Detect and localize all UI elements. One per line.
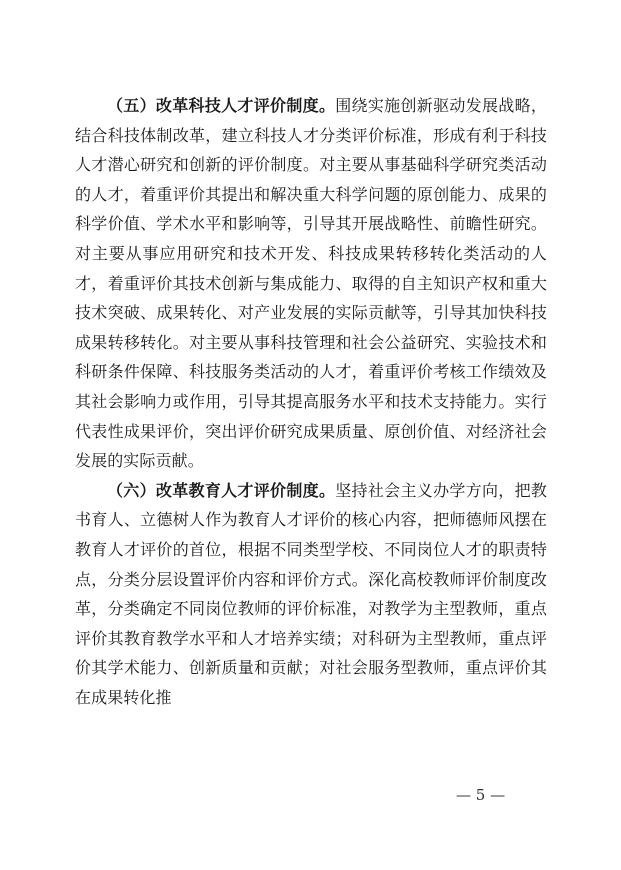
page-number: — 5 — [456,786,506,804]
section-5-heading: （五）改革科技人才评价制度。 [107,96,336,115]
section-6-heading: （六）改革教育人才评价制度。 [107,480,336,500]
paragraph-section-6 [75,476,547,713]
document-body [75,91,547,712]
paragraph-section-5 [75,91,547,476]
section-6-body: 坚持社会主义办学方向，把教书育人、立德树人作为教育人才评价的核心内容，把师德师风摆在教育人才评价的首位，根据不同类型学校、不同岗位人才的职责特点，分类分层设置评价内容和评价方式。深化高校教师评价制度改革，分类确定不同岗位教师的评价标准，对教学为主型教师，重点评价其教育教学水平和人才培养实绩；对科研为主型教师，重点评价其学术能力、创新质量和贡献；对社会服务型教师，重点评价其在成果转化推 [75,480,547,707]
section-5-body: 围绕实施创新驱动发展战略，结合科技体制改革，建立科技人才分类评价标准，形成有利于科技人才潜心研究和创新的评价制度。对主要从事基础科学研究类活动的人才，着重评价其提出和解决重大科学问题的原创能力、成果的科学价值、学术水平和影响等，引导其开展战略性、前瞻性研究。对主要从事应用研究和技术开发、科技成果转移转化类活动的人才，着重评价其技术创新与集成能力、取得的自主知识产权和重大技术突破、成果转化、对产业发展的实际贡献等，引导其加快科技成果转移转化。对主要从事科技管理和社会公益研究、实验技术和科研条件保障、科技服务类活动的人才，着重评价考核工作绩效及其社会影响力或作用，引导其提高服务水平和技术支持能力。实行代表性成果评价，突出评价研究成果质量、原创价值、对经济社会发展的实际贡献。 [75,96,547,471]
